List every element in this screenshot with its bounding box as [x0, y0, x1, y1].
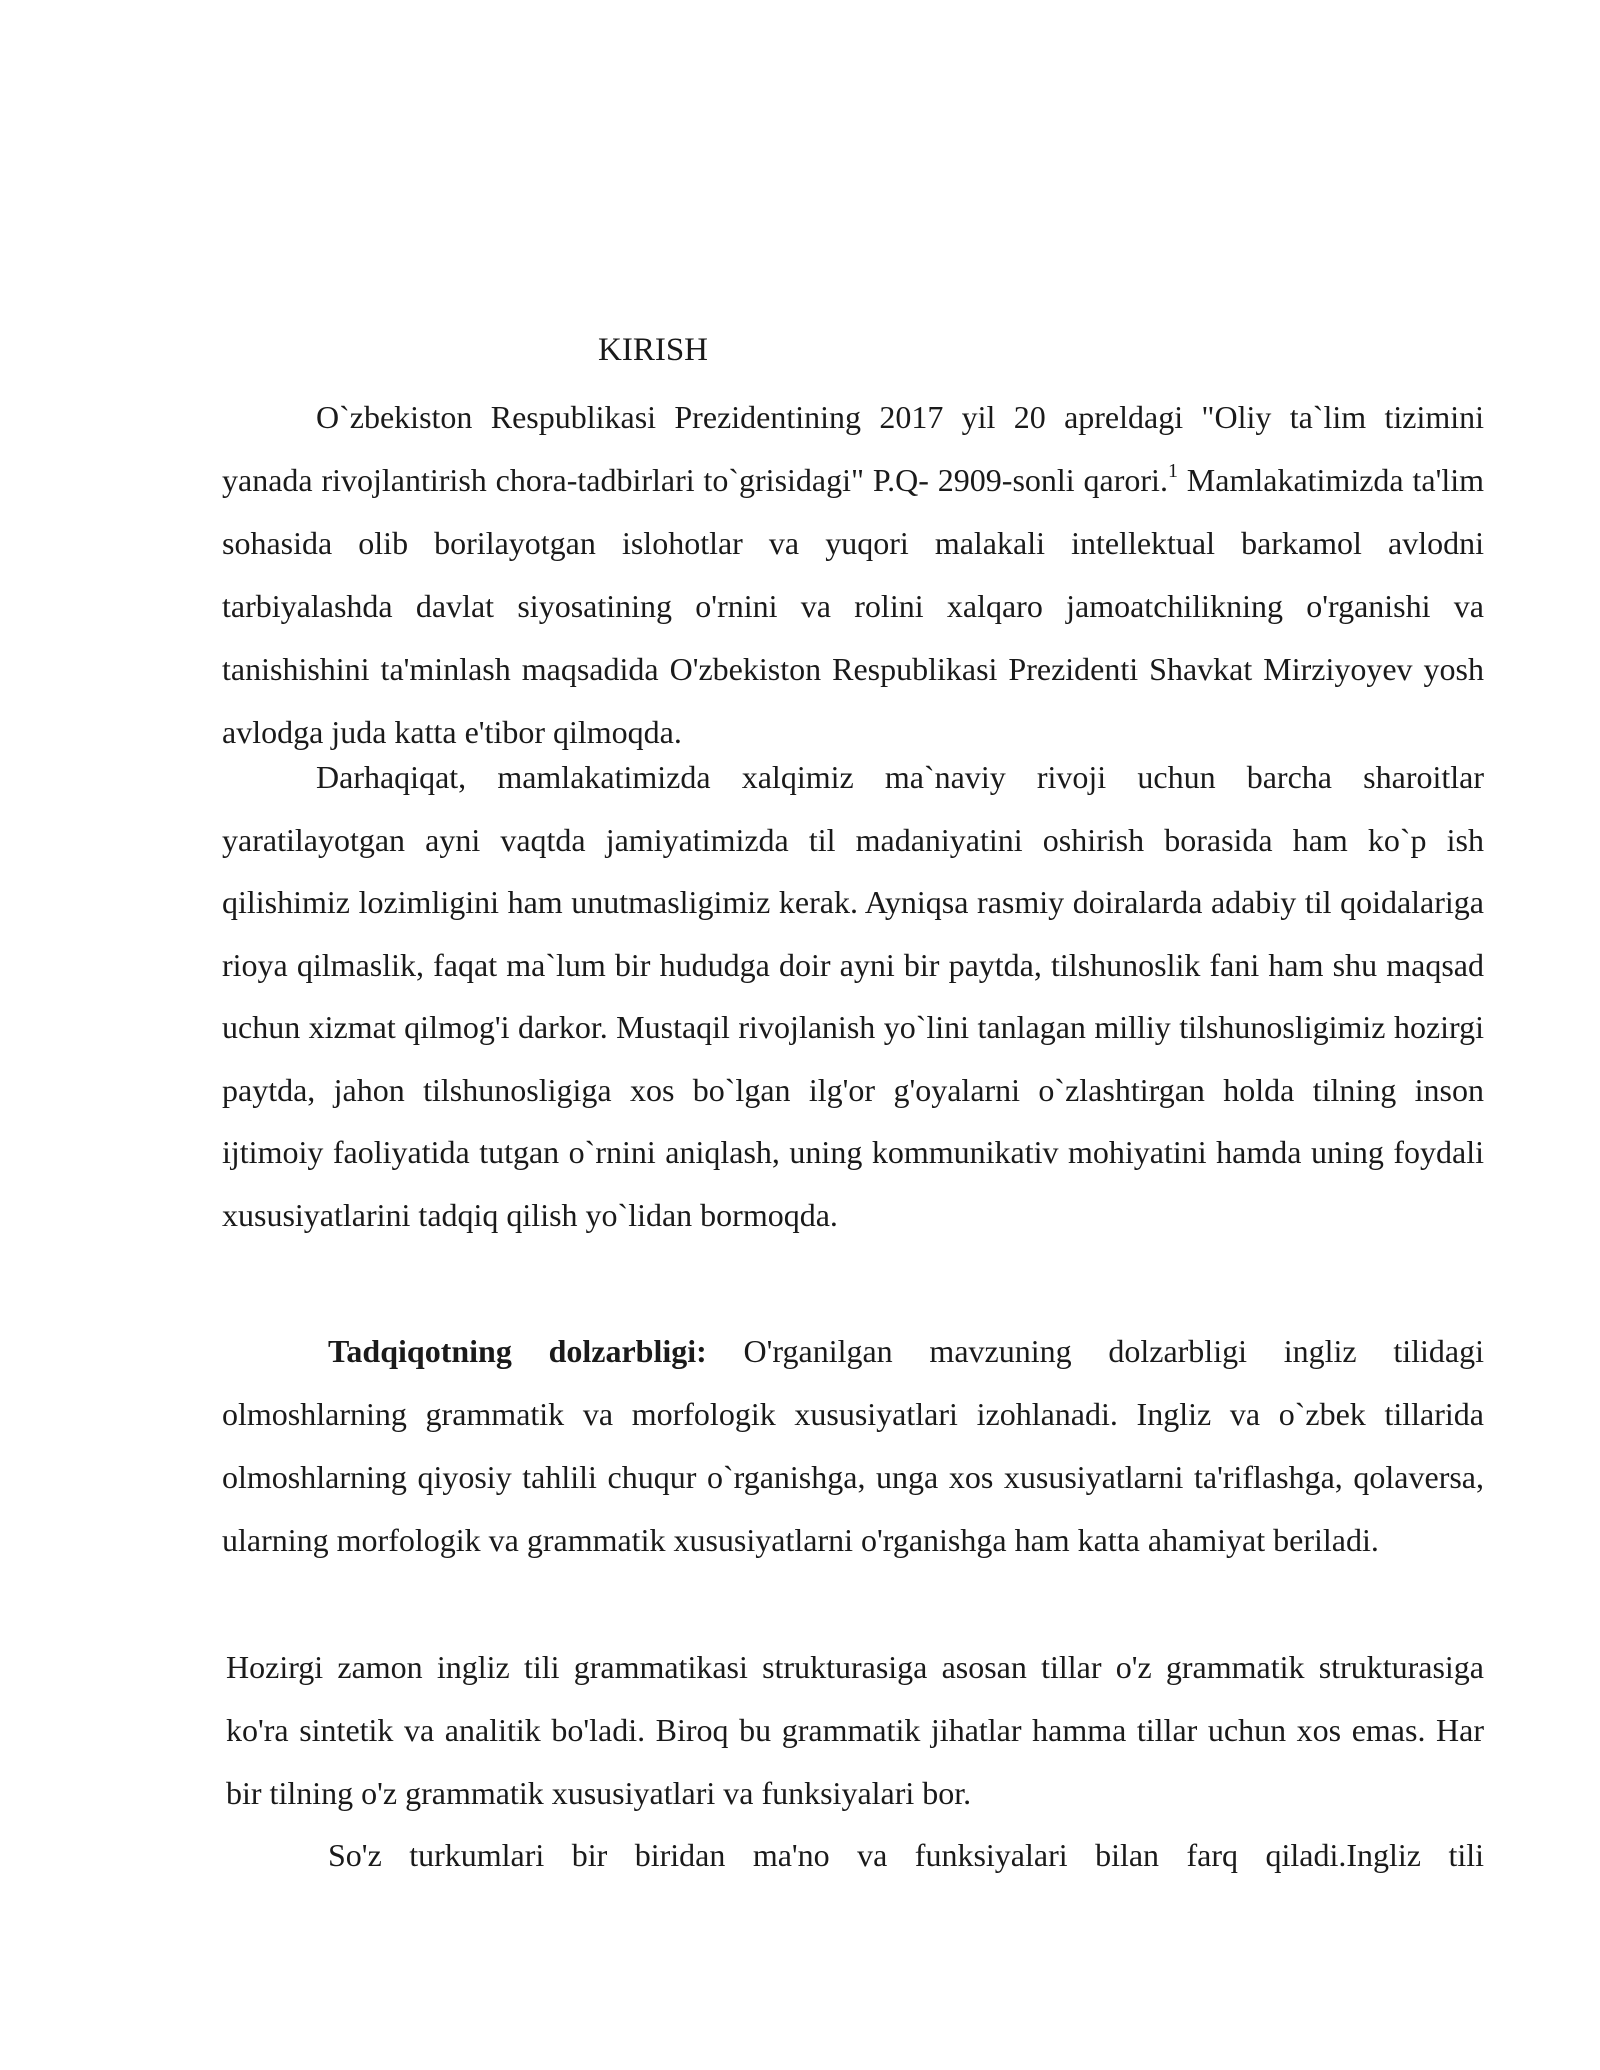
intro-paragraph — [222, 386, 1484, 764]
grammar-structure-paragraph: Hozirgi zamon ingliz tili grammatikasi strukturasiga asosan tillar o'z grammatik strukturasiga ko'ra sintetik va analitik bo'ladi. Biroq bu grammatik jihatlar hamma tillar uchun xos emas. Har bir tilning o'z grammatik xususiyatlari va funksiyalari bor. — [226, 1649, 1484, 1811]
footnote-marker[interactable]: 1 — [1167, 460, 1178, 482]
document-page — [222, 0, 1484, 2070]
section-heading: KIRISH — [598, 332, 709, 368]
language-culture-paragraph: Darhaqiqat, mamlakatimizda xalqimiz ma`naviy rivoji uchun barcha sharoitlar yaratilayotgan ayni vaqtda jamiyatimizda til madaniyatini oshirish borasida ham ko`p ish qilishimiz lozimligini ham unutmasligimiz kerak. Ayniqsa rasmiy doiralarda adabiy til qoidalariga rioya qilmaslik, faqat ma`lum bir hududga doir ayni bir paytda, tilshunoslik fani ham shu maqsad uchun xizmat qilmog'i darkor. Mustaqil rivojlanish yo`lini tanlagan milliy tilshunosligimiz hozirgi paytda, jahon tilshunosligiga xos bo`lgan ilg'or g'oyalarni o`zlashtirgan holda tilning inson ijtimoiy faoliyatida tutgan o`rnini aniqlash, uning kommunikativ mohiyatini hamda uning foydali xususiyatlarini tadqiq qilish yo`lidan bormoqda. — [222, 759, 1484, 1233]
intro-rest-text: Mamlakatimizda ta'lim sohasida olib borilayotgan islohotlar va yuqori malakali intellektual barkamol avlodni tarbiyalashda davlat siyosatining o'rnini va rolini xalqaro jamoatchilikning o'rganishi va tanishishini ta'minlash maqsadida O'zbekiston Respublikasi Prezidenti Shavkat Mirziyoyev yosh avlodga juda katta e'tibor qilmoqda. — [222, 462, 1485, 750]
word-classes-paragraph: So'z turkumlari bir biridan ma'no va funksiyalari bilan farq qiladi.Ingliz tili — [328, 1837, 1484, 1873]
relevance-body: O'rganilgan mavzuning dolzarbligi ingliz tilidagi olmoshlarning grammatik va morfologik xususiyatlari izohlanadi. Ingliz va o`zbek tillarida olmoshlarning qiyosiy tahlili chuqur o`rganishga, unga xos xususiyatlarni ta'riflashga, qolaversa, ularning morfologik va grammatik xususiyatlarni o'rganishga ham katta ahamiyat beriladi. — [222, 1333, 1485, 1558]
relevance-lead: Tadqiqotning dolzarbligi: — [328, 1333, 707, 1369]
relevance-paragraph — [222, 1320, 1484, 1572]
intro-decree-text: O`zbekiston Respublikasi Prezidentining 2017 yil 20 apreldagi "Oliy ta`lim tizimini yanada rivojlantirish chora-tadbirlari to`grisidagi" P.Q- 2909-sonli qarori. — [222, 399, 1484, 498]
